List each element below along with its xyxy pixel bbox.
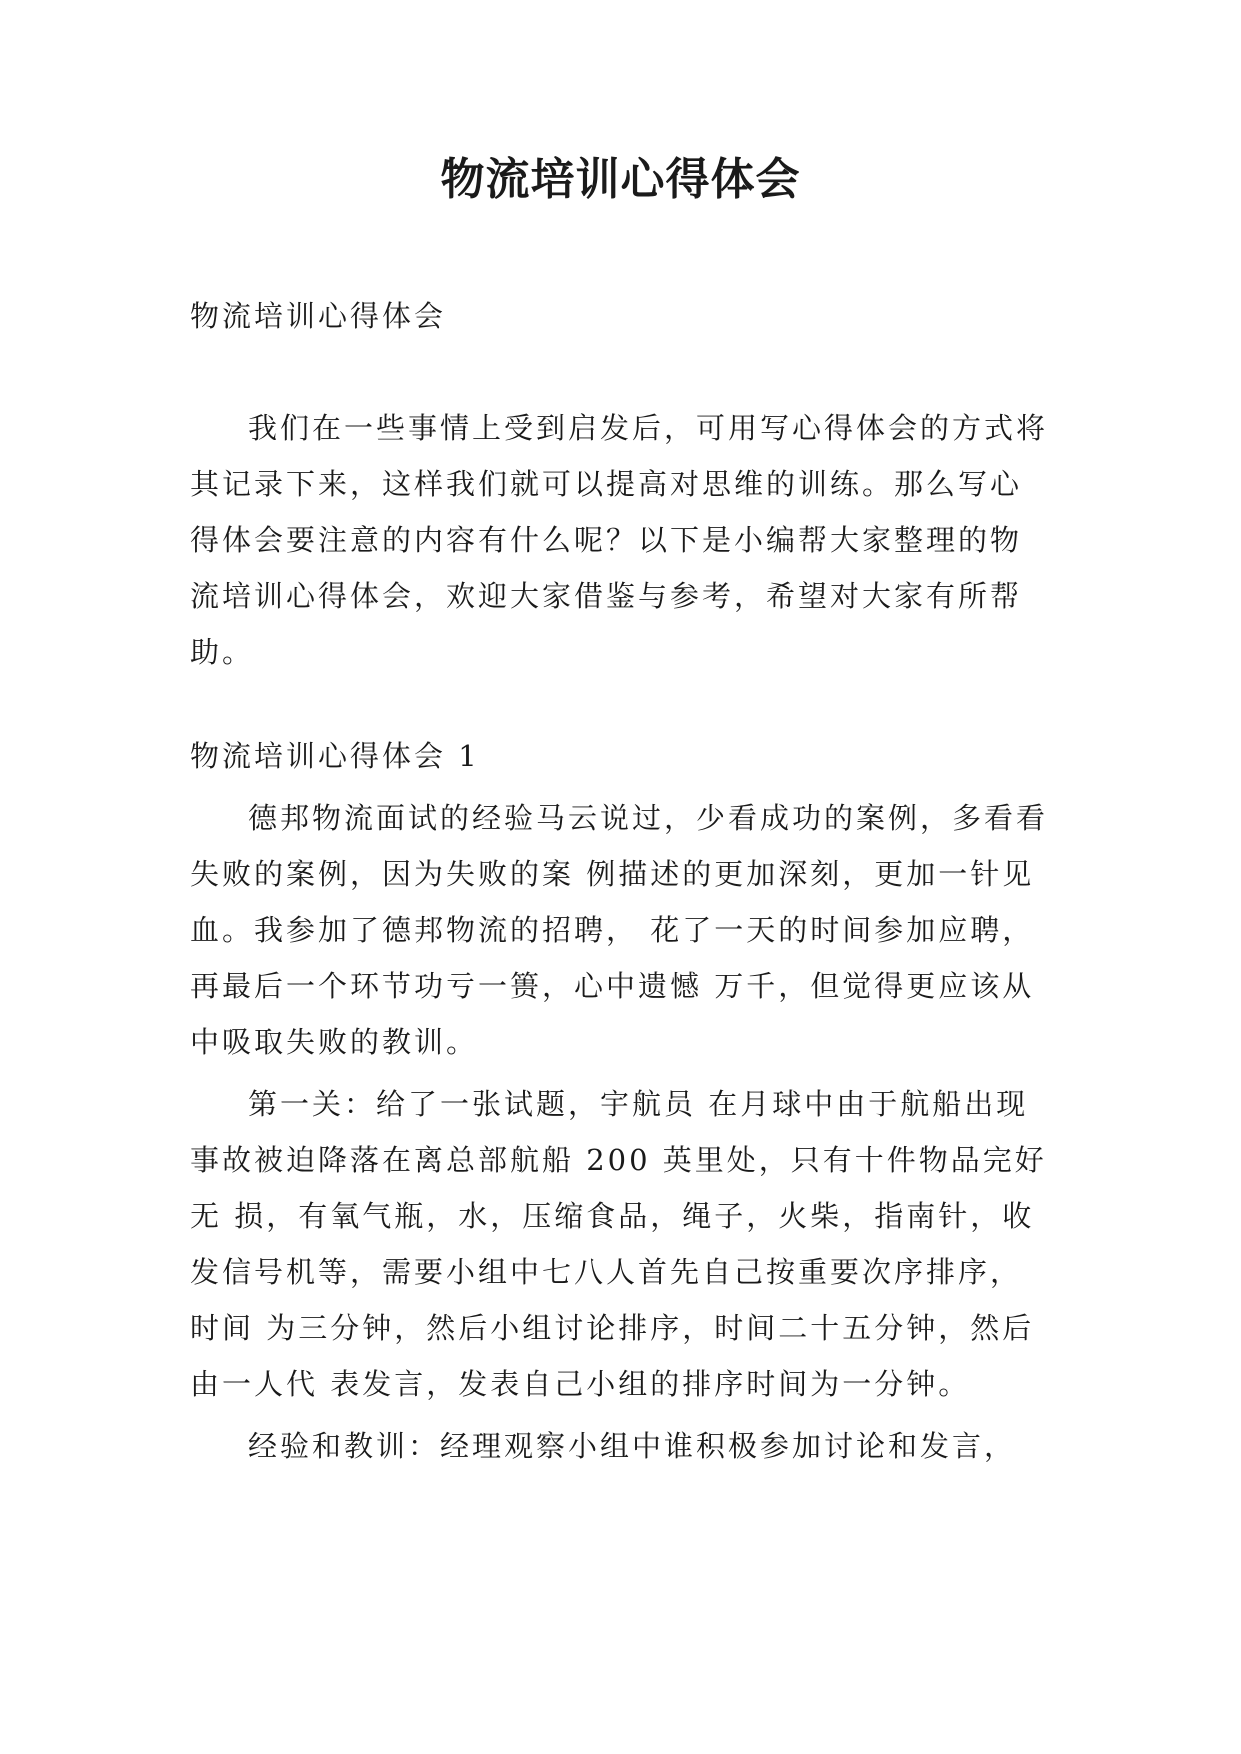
document-title: 物流培训心得体会 [440,154,801,205]
section1-paragraph-2: 第一关：给了一张试题，宇航员 在月球中由于航船出现 事故被迫降落在离总部航船 200 英里处，只有十件物品完好无 损，有氧气瓶，水，压缩食品，绳子，火柴，指南针，收 发信号机等，需要小组中七八人首先自己按重要次序排序，时间 为三分钟，然后小组讨论排序，时间二十五分钟，然后由一人代 表发言，发表自己小组的排序时间为一分钟。 [190,1087,1047,1401]
section1-paragraph-3: 经验和教训：经理观察小组中谁积极参加讨论和发言， [248,1429,1017,1463]
document-subtitle: 物流培训心得体会 [190,299,447,333]
document-body [190,288,1050,1474]
section1-paragraph-1: 德邦物流面试的经验马云说过，少看成功的案例，多看看失败的案例，因为失败的案 例描述的更加深刻，更加一针见血。我参加了德邦物流的招聘， 花了一天的时间参加应聘，再最后一个环节功亏一篑，心中遗憾 万千，但觉得更应该从中吸取失败的教训。 [190,801,1049,1059]
intro-paragraph: 我们在一些事情上受到启发后，可用写心得体会的方式将其记录下来，这样我们就可以提高对思维的训练。那么写心得体会要注意的内容有什么呢？以下是小编帮大家整理的物流培训心得体会，欢迎大家借鉴与参考，希望对大家有所帮助。 [190,411,1049,669]
section-heading-1: 物流培训心得体会 1 [190,739,480,773]
